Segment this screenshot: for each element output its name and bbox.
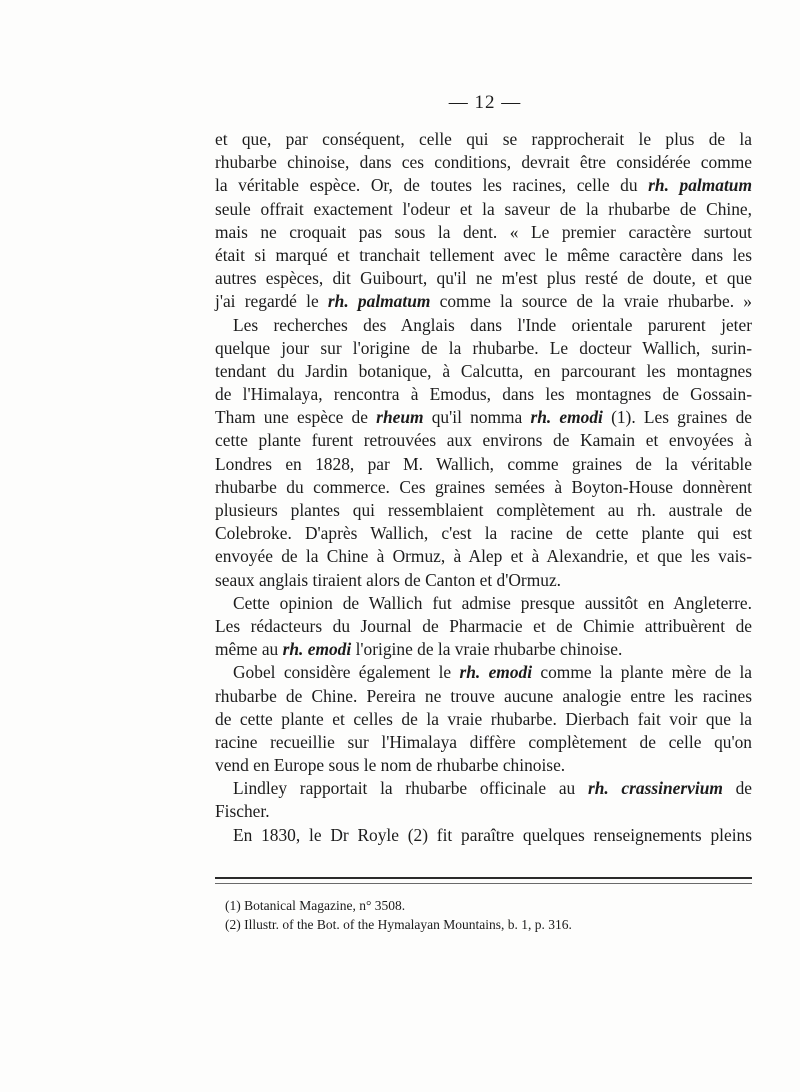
footnote-1: (1) Botanical Magazine, n° 3508. <box>225 898 406 913</box>
text-line: était si marqué et tranchait tellement avec le même caractère dans les <box>215 244 752 265</box>
text-line: la véritable espèce. Or, de toutes les racines, celle du rh. palmatum <box>215 175 752 196</box>
text-line: tendant du Jardin botanique, à Calcutta, en parcourant les montagnes <box>215 360 752 381</box>
text-line: rhubarbe chinoise, dans ces conditions, devrait être considérée comme <box>215 152 752 173</box>
text-line: Colebroke. D'après Wallich, c'est la racine de cette plante qui est <box>215 523 752 544</box>
text-line: de cette plante et celles de la vraie rhubarbe. Dierbach fait voir que la <box>215 708 752 729</box>
text-line: vend en Europe sous le nom de rhubarbe chinoise. <box>215 755 566 776</box>
text-line: envoyée de la Chine à Ormuz, à Alep et à Alexandrie, et que les vais- <box>215 546 752 567</box>
text-line: Londres en 1828, par M. Wallich, comme graines de la véritable <box>215 453 752 474</box>
text-line: Les recherches des Anglais dans l'Inde orientale parurent jeter <box>233 314 752 335</box>
footnote-2: (2) Illustr. of the Bot. of the Hymalayan Mountains, b. 1, p. 316. <box>225 917 572 932</box>
text-line: et que, par conséquent, celle qui se rapprocherait le plus de la <box>215 129 752 149</box>
text-line: En 1830, le Dr Royle (2) fit paraître quelques renseignements pleins <box>233 824 752 845</box>
text-line: Cette opinion de Wallich fut admise presque aussitôt en Angleterre. <box>233 592 752 613</box>
text-line: Les rédacteurs du Journal de Pharmacie et de Chimie attribuèrent de <box>215 615 752 636</box>
text-line: Gobel considère également le rh. emodi comme la plante mère de la <box>233 662 752 683</box>
text-line: rhubarbe de Chine. Pereira ne trouve aucune analogie entre les racines <box>215 685 752 706</box>
footnotes <box>225 896 765 934</box>
text-line: rhubarbe du commerce. Ces graines semées à Boyton-House donnèrent <box>215 476 752 497</box>
text-line: j'ai regardé le rh. palmatum comme la source de la vraie rhubarbe. » <box>215 291 752 312</box>
body-text <box>215 128 752 847</box>
text-line: plusieurs plantes qui ressemblaient complètement au rh. australe de <box>215 500 752 520</box>
text-line: Tham une espèce de rheum qu'il nomma rh. emodi (1). Les graines de <box>215 407 752 428</box>
text-line: racine recueillie sur l'Himalaya diffère complètement de celle qu'on <box>215 731 752 752</box>
text-line: Fischer. <box>215 801 270 822</box>
text-line: Lindley rapportait la rhubarbe officinale au rh. crassinervium de <box>233 778 753 799</box>
text-line: cette plante furent retrouvées aux environs de Kamain et envoyées à <box>215 430 752 451</box>
footnote-divider-thin <box>215 883 752 884</box>
text-line: seaux anglais tiraient alors de Canton et d'Ormuz. <box>215 569 562 590</box>
text-line: quelque jour sur l'origine de la rhubarbe. Le docteur Wallich, surin- <box>215 337 752 358</box>
text-line: de l'Himalaya, rencontra à Emodus, dans les montagnes de Gossain- <box>215 384 752 405</box>
text-line: seule offrait exactement l'odeur et la saveur de la rhubarbe de Chine, <box>215 198 752 219</box>
text-line: mais ne croquait pas sous la dent. « Le premier caractère surtout <box>215 221 752 242</box>
page-number: — 12 — <box>448 92 522 113</box>
text-line: autres espèces, dit Guibourt, qu'il ne m'est plus resté de doute, et que <box>215 268 752 289</box>
text-line: même au rh. emodi l'origine de la vraie rhubarbe chinoise. <box>215 639 623 660</box>
footnote-divider <box>215 877 752 879</box>
